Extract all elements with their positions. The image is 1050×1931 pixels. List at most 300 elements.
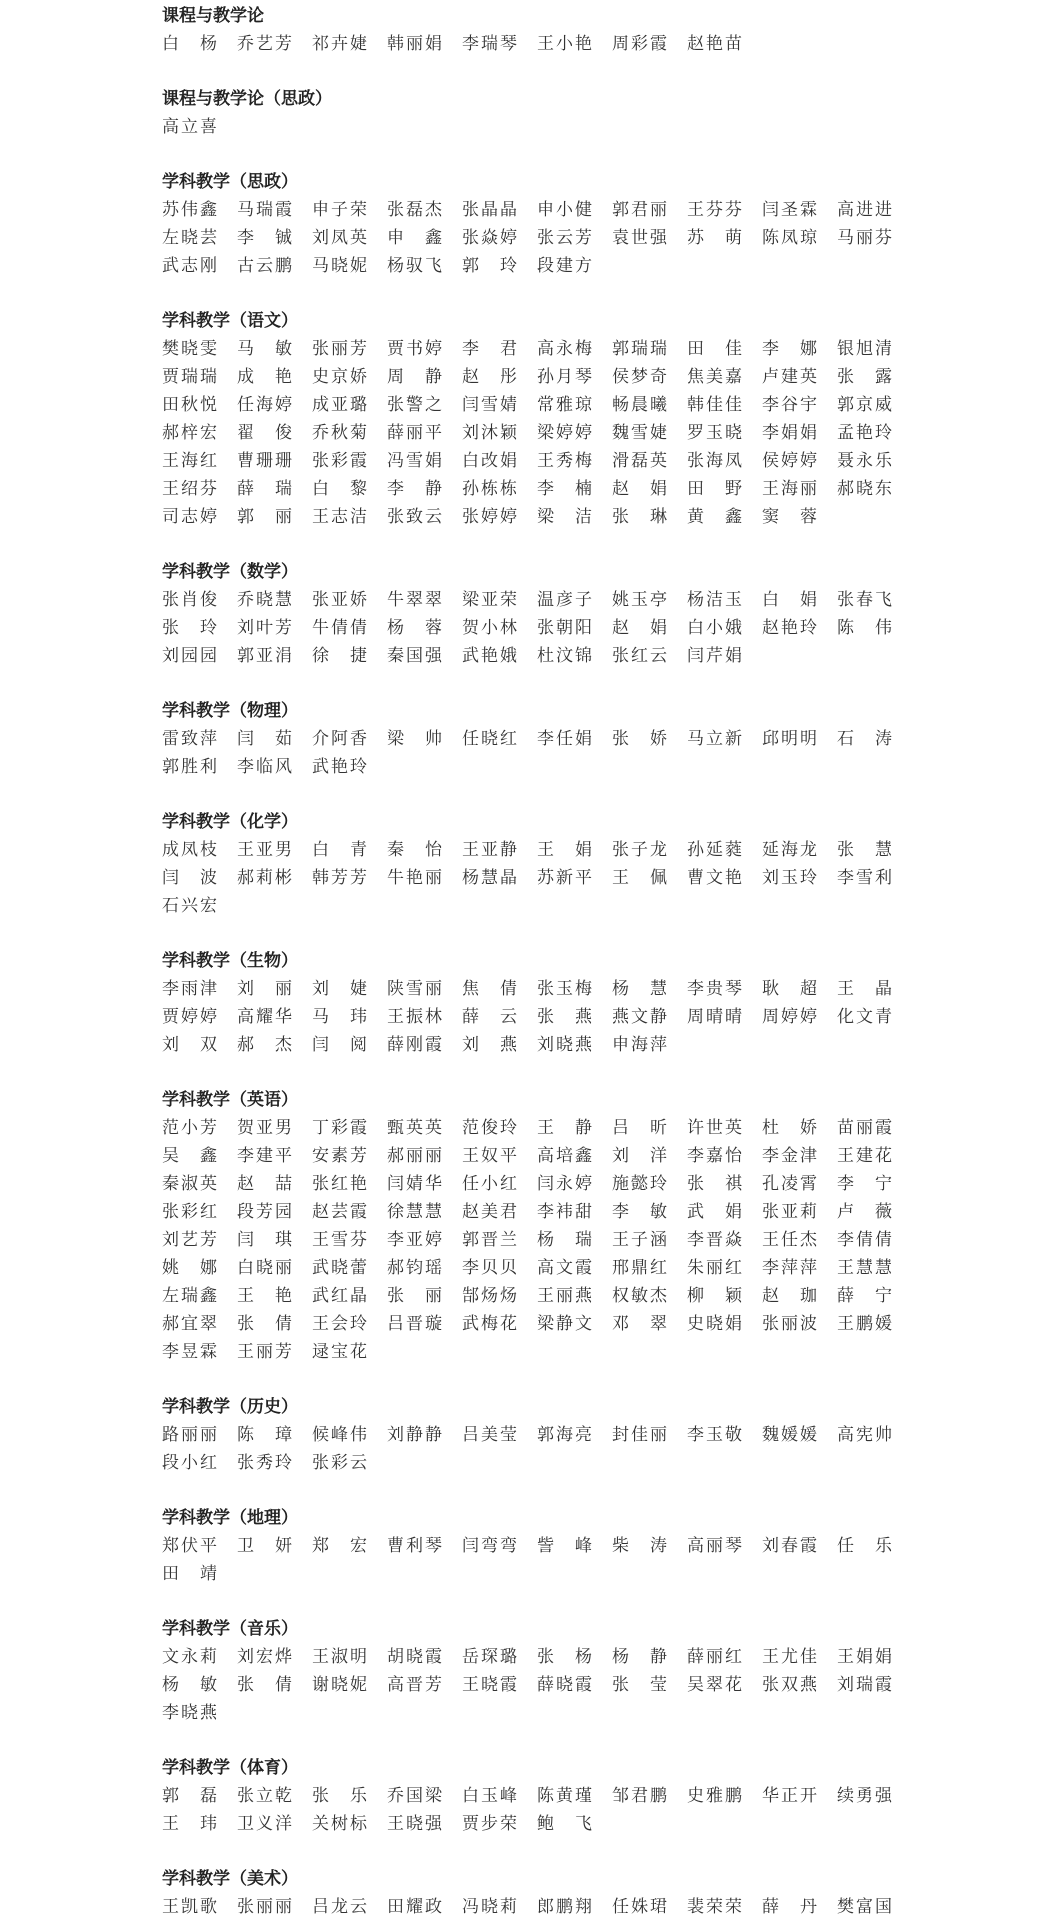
person-name [462,1114,537,1142]
person-name-text: 刘 丽 [237,979,292,999]
person-name-text: 李 敏 [612,1202,667,1222]
person-name [312,30,387,58]
person-name-text: 郭晋兰 [462,1230,517,1250]
person-name-text: 王 佩 [612,868,667,888]
person-name-text: 苏 萌 [687,228,742,248]
person-name [687,725,762,753]
person-name [462,975,537,1003]
program-section [162,1865,922,1921]
person-name [762,363,837,391]
person-name-text: 耿 超 [762,979,817,999]
person-name [162,391,237,419]
person-name-text: 曹利琴 [387,1536,442,1556]
person-name [162,252,237,280]
person-name [237,224,312,252]
name-list [162,1114,922,1366]
name-row [162,252,922,280]
person-name-text: 任小红 [462,1174,517,1194]
person-name-text: 陈 璋 [237,1425,292,1445]
person-name [462,1170,537,1198]
person-name [162,1003,237,1031]
person-name [537,864,612,892]
person-name [162,1031,237,1059]
person-name-text: 刘园园 [162,646,217,666]
person-name [612,1254,687,1282]
person-name [387,1532,462,1560]
name-row [162,447,922,475]
person-name [162,1782,237,1810]
person-name-text: 文永莉 [162,1647,217,1667]
person-name-text: 武志刚 [162,256,217,276]
person-name [612,1170,687,1198]
person-name [162,1198,237,1226]
person-name-text: 张玉梅 [537,979,592,999]
person-name [612,1142,687,1170]
program-section [162,2,922,58]
person-name-text: 郝梓宏 [162,423,217,443]
person-name [687,1003,762,1031]
person-name [837,1142,912,1170]
person-name-text: 徐 捷 [312,646,367,666]
person-name-text: 白玉峰 [462,1786,517,1806]
name-row [162,1198,922,1226]
person-name [537,1893,612,1921]
person-name [312,419,387,447]
person-name [312,1310,387,1338]
person-name-text: 温彦子 [537,590,592,610]
person-name [687,419,762,447]
person-name [162,725,237,753]
name-list [162,1782,922,1838]
person-name-text: 刘瑞霞 [837,1675,892,1695]
program-section [162,85,922,141]
person-name-text: 逯宝花 [312,1342,367,1362]
person-name-text: 魏媛媛 [762,1425,817,1445]
name-list [162,836,922,920]
person-name-text: 李娟娟 [762,423,817,443]
person-name [462,725,537,753]
person-name [312,1282,387,1310]
person-name-text: 刘 双 [162,1035,217,1055]
section-title: 学科教学（地理） [162,1508,298,1528]
person-name [762,503,837,531]
person-name [312,1810,387,1838]
person-name-text: 王振林 [387,1007,442,1027]
person-name [237,30,312,58]
person-name-text: 刘玉玲 [762,868,817,888]
person-name-text: 王海红 [162,451,217,471]
person-name-text: 赵 珈 [762,1286,817,1306]
person-name-text: 魏雪婕 [612,423,667,443]
person-name [687,1198,762,1226]
person-name [312,753,387,781]
person-name [837,1893,912,1921]
person-name-text: 申 鑫 [387,228,442,248]
name-row [162,836,922,864]
program-section [162,168,922,280]
person-name-text: 杜汶锦 [537,646,592,666]
person-name-text: 候峰伟 [312,1425,367,1445]
person-name [312,335,387,363]
person-name-text: 白 青 [312,840,367,860]
person-name-text: 张 琳 [612,507,667,527]
person-name-text: 申子荣 [312,200,367,220]
person-name [762,1671,837,1699]
name-row [162,503,922,531]
name-list [162,196,922,280]
name-row [162,1699,922,1727]
person-name [312,864,387,892]
person-name [687,586,762,614]
person-name [687,1893,762,1921]
person-name-text: 刘宏烨 [237,1647,292,1667]
person-name [537,836,612,864]
name-row [162,753,922,781]
person-name [762,196,837,224]
person-name-text: 高进进 [837,200,892,220]
person-name [462,1643,537,1671]
person-name [162,503,237,531]
name-row [162,30,922,58]
person-name [837,614,912,642]
person-name [312,1170,387,1198]
person-name [237,1003,312,1031]
person-name-text: 郑伏平 [162,1536,217,1556]
person-name-text: 银旭清 [837,339,892,359]
person-name [387,475,462,503]
person-name [612,335,687,363]
person-name [312,614,387,642]
section-title: 学科教学（生物） [162,951,298,971]
person-name [762,1782,837,1810]
person-name [387,224,462,252]
person-name-text: 王丽芳 [237,1342,292,1362]
person-name-text: 范小芳 [162,1118,217,1138]
person-name [462,1226,537,1254]
person-name-text: 高文霞 [537,1258,592,1278]
person-name [162,1671,237,1699]
person-name [462,1782,537,1810]
person-name [312,224,387,252]
person-name-text: 高晋芳 [387,1675,442,1695]
person-name [687,391,762,419]
name-row [162,1226,922,1254]
person-name [387,1893,462,1921]
person-name [237,1114,312,1142]
section-title: 学科教学（体育） [162,1758,298,1778]
person-name [462,1031,537,1059]
person-name-text: 田耀政 [387,1897,442,1917]
person-name-text: 袁世强 [612,228,667,248]
person-name-text: 史雅鹏 [687,1786,742,1806]
person-name [162,1449,237,1477]
person-name [162,1142,237,1170]
person-name-text: 张 娇 [612,729,667,749]
name-list [162,1421,922,1477]
person-name-text: 武艳娥 [462,646,517,666]
person-name [762,614,837,642]
person-name-text: 雷致萍 [162,729,217,749]
person-name-text: 郭 丽 [237,507,292,527]
person-name [537,1532,612,1560]
person-name [687,30,762,58]
person-name [837,1226,912,1254]
person-name [387,196,462,224]
person-name [462,419,537,447]
person-name-text: 柴 涛 [612,1536,667,1556]
person-name [687,447,762,475]
person-name-text: 武 娟 [687,1202,742,1222]
section-title: 学科教学（美术） [162,1869,298,1889]
person-name [612,864,687,892]
person-name [387,642,462,670]
person-name [762,1254,837,1282]
person-name [687,1254,762,1282]
person-name-text: 曹文艳 [687,868,742,888]
person-name-text: 胡晓霞 [387,1647,442,1667]
person-name-text: 张致云 [387,507,442,527]
person-name [387,836,462,864]
person-name [387,1226,462,1254]
person-name-text: 王会玲 [312,1314,367,1334]
person-name-text: 马 玮 [312,1007,367,1027]
name-row [162,1282,922,1310]
person-name-text: 刘沐颖 [462,423,517,443]
person-name-text: 赵艳苗 [687,34,742,54]
person-name [687,1310,762,1338]
section-title: 学科教学（音乐） [162,1619,298,1639]
person-name-text: 常雅琼 [537,395,592,415]
person-name-text: 闫永婷 [537,1174,592,1194]
person-name-text: 岳琛璐 [462,1647,517,1667]
person-name [387,30,462,58]
person-name-text: 梁 帅 [387,729,442,749]
person-name [237,1254,312,1282]
person-name-text: 郭 磊 [162,1786,217,1806]
person-name [762,419,837,447]
person-name-text: 权敏杰 [612,1286,667,1306]
person-name [537,1142,612,1170]
person-name-text: 封佳丽 [612,1425,667,1445]
person-name [612,391,687,419]
person-name [537,475,612,503]
person-name-text: 成凤枝 [162,840,217,860]
person-name-text: 张彩云 [312,1453,367,1473]
person-name-text: 杨驭飞 [387,256,442,276]
person-name-text: 邹君鹏 [612,1786,667,1806]
person-name [612,725,687,753]
person-name-text: 白小娥 [687,618,742,638]
person-name [762,447,837,475]
person-name [312,836,387,864]
section-title: 学科教学（化学） [162,812,298,832]
person-name [462,1310,537,1338]
person-name-text: 闫婧华 [387,1174,442,1194]
person-name-text: 任 乐 [837,1536,892,1556]
name-row [162,475,922,503]
person-name [537,1170,612,1198]
person-name-text: 李金津 [762,1146,817,1166]
person-name-text: 范俊玲 [462,1118,517,1138]
person-name-text: 刘 燕 [462,1035,517,1055]
person-name [687,642,762,670]
person-name [387,1031,462,1059]
person-name [537,196,612,224]
person-name-text: 张丽芳 [312,339,367,359]
person-name-text: 郎鹏翔 [537,1897,592,1917]
person-name [387,725,462,753]
person-name-text: 郝莉彬 [237,868,292,888]
name-row [162,1254,922,1282]
person-name-text: 郭胜利 [162,757,217,777]
person-name [837,1671,912,1699]
person-name-text: 焦美嘉 [687,367,742,387]
program-section [162,808,922,920]
person-name [612,1671,687,1699]
person-name-text: 丁彩霞 [312,1118,367,1138]
person-name-text: 王志洁 [312,507,367,527]
person-name-text: 薛 瑞 [237,479,292,499]
person-name-text: 王淑明 [312,1647,367,1667]
person-name [837,1003,912,1031]
person-name-text: 李 君 [462,339,517,359]
person-name [612,224,687,252]
person-name-text: 关树标 [312,1814,367,1834]
person-name [612,642,687,670]
person-name-text: 秦国强 [387,646,442,666]
person-name-text: 姚玉亭 [612,590,667,610]
person-name-text: 祁卉婕 [312,34,367,54]
person-name [462,864,537,892]
person-name-text: 任姝珺 [612,1897,667,1917]
person-name [687,1142,762,1170]
name-row [162,892,922,920]
person-name-text: 张 乐 [312,1786,367,1806]
person-name-text: 马瑞霞 [237,200,292,220]
name-row [162,1782,922,1810]
name-row [162,1643,922,1671]
program-section [162,1086,922,1366]
person-name [387,1782,462,1810]
person-name [387,1643,462,1671]
person-name-text: 徐慧慧 [387,1202,442,1222]
person-name [537,1810,612,1838]
person-name-text: 王尤佳 [762,1647,817,1667]
person-name-text: 邓 翠 [612,1314,667,1334]
person-name [687,224,762,252]
person-name [462,1282,537,1310]
person-name [312,1226,387,1254]
person-name [312,475,387,503]
person-name [462,1671,537,1699]
person-name-text: 田 靖 [162,1564,217,1584]
person-name-text: 田 佳 [687,339,742,359]
person-name [537,642,612,670]
person-name [462,1003,537,1031]
person-name [162,335,237,363]
person-name [462,391,537,419]
person-name [237,836,312,864]
section-title: 学科教学（语文） [162,311,298,331]
person-name [537,1782,612,1810]
person-name [237,1671,312,1699]
person-name [612,975,687,1003]
person-name-text: 牛翠翠 [387,590,442,610]
name-row [162,1310,922,1338]
person-name-text: 王鹏媛 [837,1314,892,1334]
person-name [687,1532,762,1560]
name-row [162,391,922,419]
person-name-text: 张红云 [612,646,667,666]
person-name-text: 成 艳 [237,367,292,387]
person-name [312,1254,387,1282]
person-name [762,1421,837,1449]
person-name-text: 张 倩 [237,1675,292,1695]
person-name-text: 李建平 [237,1146,292,1166]
person-name [612,1031,687,1059]
person-name-text: 苏新平 [537,868,592,888]
person-name [162,1338,237,1366]
person-name-text: 訾 峰 [537,1536,592,1556]
name-row [162,1338,922,1366]
person-name [537,1198,612,1226]
person-name-text: 王建花 [837,1146,892,1166]
person-name [687,1226,762,1254]
person-name [462,586,537,614]
person-name-text: 李 楠 [537,479,592,499]
person-name [537,975,612,1003]
person-name [837,1532,912,1560]
person-name [837,1198,912,1226]
person-name-text: 张磊杰 [387,200,442,220]
person-name [537,586,612,614]
person-name [762,1170,837,1198]
person-name-text: 赵艳玲 [762,618,817,638]
person-name [837,586,912,614]
person-name-text: 王小艳 [537,34,592,54]
name-list [162,1643,922,1727]
person-name-text: 张朝阳 [537,618,592,638]
person-name [162,1699,237,1727]
person-name-text: 周晴晴 [687,1007,742,1027]
person-name-text: 郜炀炀 [462,1286,517,1306]
person-name-text: 杨 瑞 [537,1230,592,1250]
person-name-text: 李晓燕 [162,1703,217,1723]
person-name [462,1142,537,1170]
person-name-text: 马 敏 [237,339,292,359]
person-name [837,1782,912,1810]
person-name-text: 申小健 [537,200,592,220]
section-title: 学科教学（历史） [162,1397,298,1417]
person-name-text: 武晓蕾 [312,1258,367,1278]
person-name [612,1643,687,1671]
person-name-text: 乔晓慧 [237,590,292,610]
person-name [537,252,612,280]
person-name [612,475,687,503]
person-name [612,836,687,864]
person-name-text: 李玉敬 [687,1425,742,1445]
person-name-text: 裴荣荣 [687,1897,742,1917]
person-name-text: 孙月琴 [537,367,592,387]
person-name [312,1782,387,1810]
person-name [387,1114,462,1142]
person-name-text: 梁亚荣 [462,590,517,610]
person-name-text: 冯雪娟 [387,451,442,471]
person-name [312,503,387,531]
person-name-text: 焦 倩 [462,979,517,999]
person-name [837,864,912,892]
person-name [687,1421,762,1449]
